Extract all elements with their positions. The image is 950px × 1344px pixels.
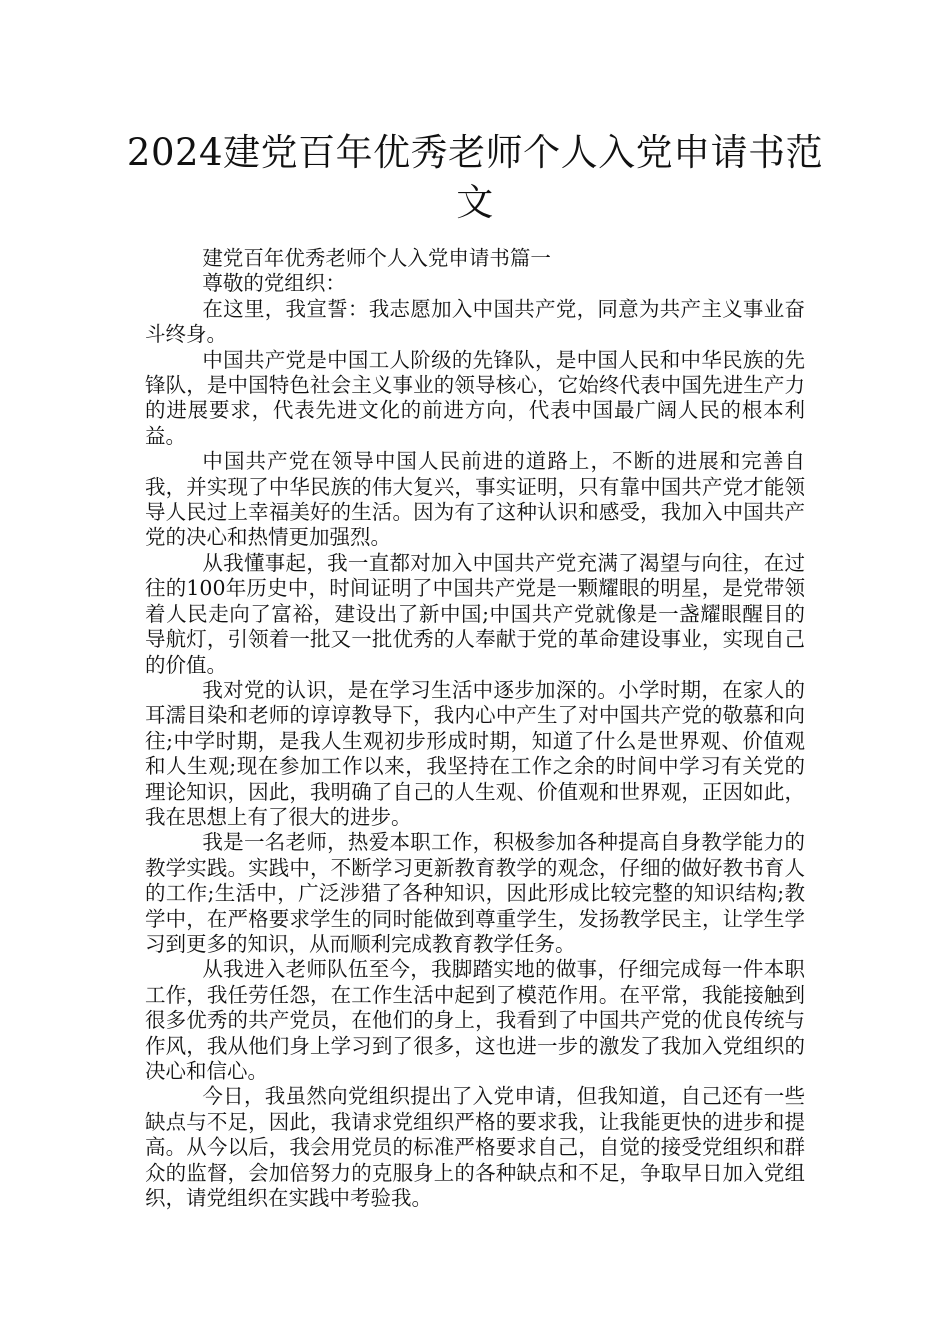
document-body [145, 246, 805, 1211]
paragraph: 在这里，我宣誓：我志愿加入中国共产党，同意为共产主义事业奋斗终身。 [145, 296, 805, 347]
paragraph: 今日，我虽然向党组织提出了入党申请，但我知道，自己还有一些缺点与不足，因此，我请求党组织严格的要求我，让我能更快的进步和提高。从今以后，我会用党员的标准严格要求自己，自觉的接受党组织和群众的监督，会加倍努力的克服身上的各种缺点和不足，争取早日加入党组织，请党组织在实践中考验我。 [145, 1084, 805, 1211]
paragraph: 从我进入老师队伍至今，我脚踏实地的做事，仔细完成每一件本职工作，我任劳任怨，在工作生活中起到了模范作用。在平常，我能接触到很多优秀的共产党员，在他们的身上，我看到了中国共产党的优良传统与作风，我从他们身上学习到了很多，这也进一步的激发了我加入党组织的决心和信心。 [145, 957, 805, 1083]
paragraph: 我是一名老师，热爱本职工作，积极参加各种提高自身教学能力的教学实践。实践中，不断学习更新教育教学的观念，仔细的做好教书育人的工作;生活中，广泛涉猎了各种知识，因此形成比较完整的知识结构;教学中，在严格要求学生的同时能做到尊重学生，发扬教学民主，让学生学习到更多的知识，从而顺利完成教育教学任务。 [145, 830, 805, 956]
paragraph: 中国共产党是中国工人阶级的先锋队，是中国人民和中华民族的先锋队，是中国特色社会主义事业的领导核心，它始终代表中国先进生产力的进展要求，代表先进文化的前进方向，代表中国最广阔人民的根本利益。 [145, 347, 805, 448]
section-heading: 建党百年优秀老师个人入党申请书篇一 [202, 246, 551, 270]
paragraph: 我对党的认识，是在学习生活中逐步加深的。小学时期，在家人的耳濡目染和老师的谆谆教导下，我内心中产生了对中国共产党的敬慕和向往;中学时期，是我人生观初步形成时期，知道了什么是世界观、价值观和人生观;现在参加工作以来，我坚持在工作之余的时间中学习有关党的理论知识，因此，我明确了自己的人生观、价值观和世界观，正因如此，我在思想上有了很大的进步。 [145, 677, 805, 829]
paragraph: 从我懂事起，我一直都对加入中国共产党充满了渴望与向往，在过往的100年历史中，时间证明了中国共产党是一颗耀眼的明星，是党带领着人民走向了富裕，建设出了新中国;中国共产党就像是一盏耀眼醒目的导航灯，引领着一批又一批优秀的人奉献于党的革命建设事业，实现自己的价值。 [145, 550, 805, 677]
salutation: 尊敬的党组织： [202, 271, 346, 296]
paragraph: 中国共产党在领导中国人民前进的道路上，不断的进展和完善自我，并实现了中华民族的伟大复兴，事实证明，只有靠中国共产党才能领导人民过上幸福美好的生活。因为有了这种认识和感受，我加入中国共产党的决心和热情更加强烈。 [145, 449, 805, 550]
document-title: 2024建党百年优秀老师个人入党申请书范文 [126, 131, 824, 224]
